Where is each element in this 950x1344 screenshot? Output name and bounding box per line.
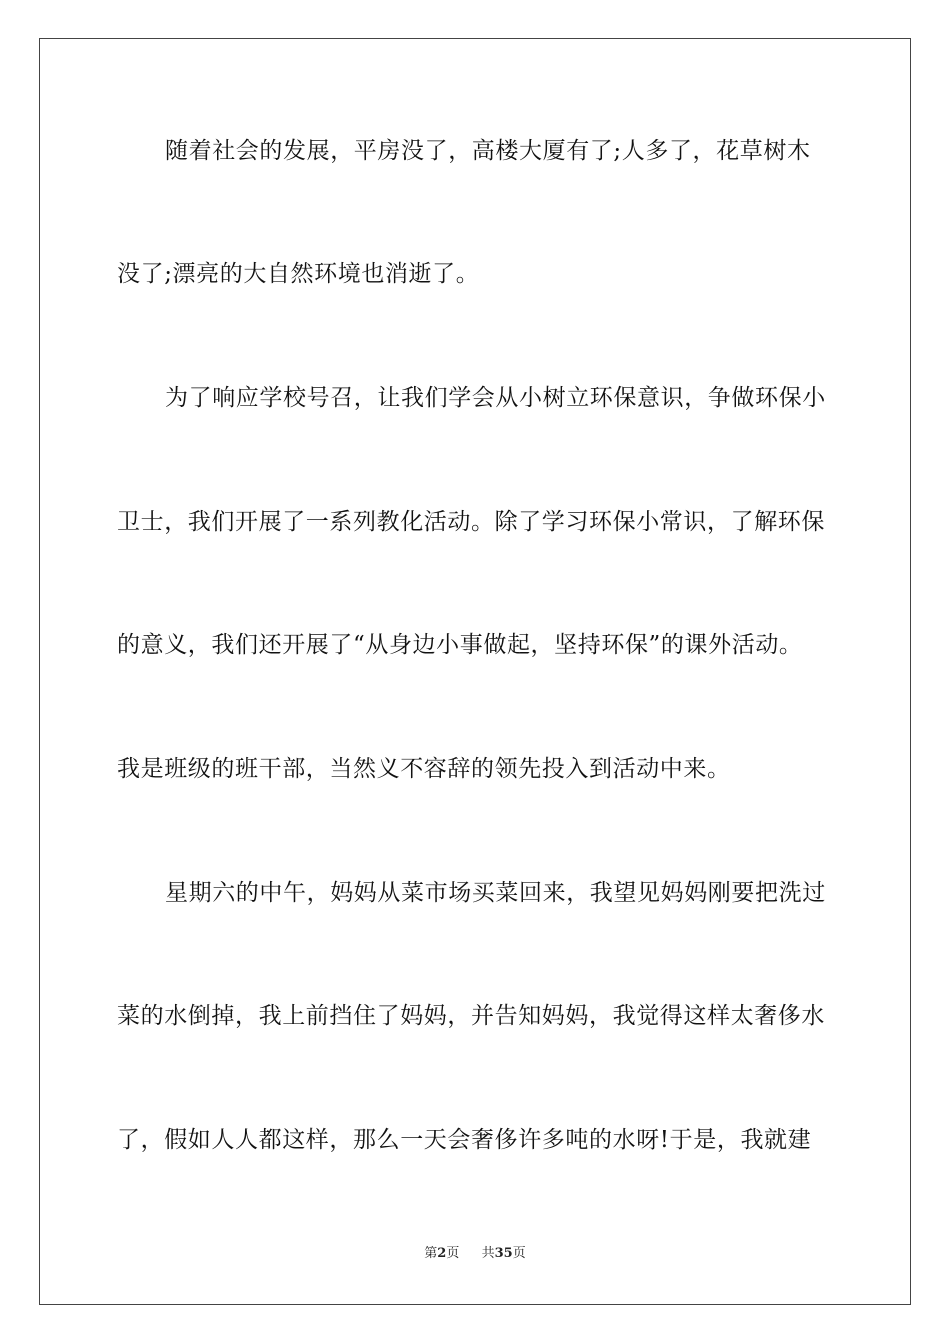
- paragraph-line: 我是班级的班干部，当然义不容辞的领先投入到活动中来。: [117, 756, 731, 782]
- paragraph-line: 没了;漂亮的大自然环境也消逝了。: [117, 261, 480, 287]
- paragraph-line: 菜的水倒掉，我上前挡住了妈妈，并告知妈妈，我觉得这样太奢侈水: [117, 1003, 825, 1029]
- page-label: 第2页: [424, 1246, 460, 1261]
- paragraph-line: 卫士，我们开展了一系列教化活动。除了学习环保小常识，了解环保: [117, 509, 825, 535]
- total-pages-label: 共35页: [481, 1246, 526, 1261]
- page-border: [39, 38, 911, 1305]
- paragraph-line: 了，假如人人都这样，那么一天会奢侈许多吨的水呀!于是，我就建: [117, 1127, 812, 1153]
- paragraph-line: 为了响应学校号召，让我们学会从小树立环保意识，争做环保小: [165, 385, 826, 411]
- page-number: 2: [437, 1246, 447, 1261]
- page-footer: [0, 1246, 950, 1262]
- total-pages: 35: [494, 1246, 513, 1261]
- paragraph-line: 随着社会的发展，平房没了，高楼大厦有了;人多了，花草树木: [165, 138, 811, 164]
- paragraph-line: 的意义，我们还开展了“从身边小事做起，坚持环保”的课外活动。: [117, 632, 803, 658]
- paragraph-line: 星期六的中午，妈妈从菜市场买菜回来，我望见妈妈刚要把洗过: [165, 880, 826, 906]
